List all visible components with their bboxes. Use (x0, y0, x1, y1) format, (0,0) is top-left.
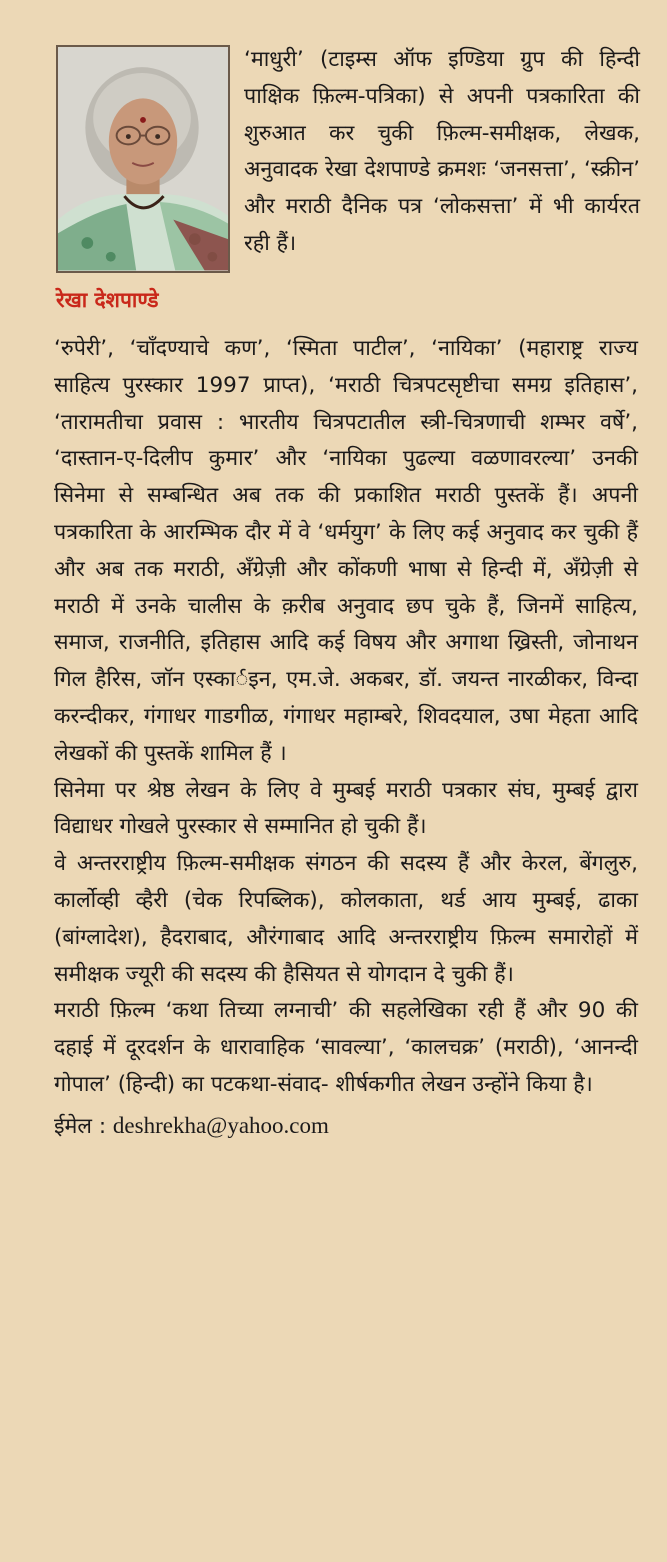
bio-paragraph-award: सिनेमा पर श्रेष्ठ लेखन के लिए वे मुम्बई मराठी पत्रकार संघ, मुम्बई द्वारा विद्याधर गोखले पुरस्कार से सम्मानित हो चुकी हैं। (54, 777, 638, 840)
email-label: ईमेल : (54, 1113, 107, 1139)
bio-body (54, 331, 638, 1145)
bio-paragraph-jury: वे अन्तरराष्ट्रीय फ़िल्म-समीक्षक संगठन की सदस्य हैं और केरल, बेंगलुरु, कार्लोव्ही व्हैरी (चेक रिपब्लिक), कोलकाता, थर्ड आय मुम्बई, ढाका (बांग्लादेश), हैदराबाद, औरंगाबाद आदि अन्तरराष्ट्रीय फ़िल्म समारोहों में समीक्षक ज्यूरी की सदस्य की हैसियत से योगदान दे चुकी हैं। (54, 851, 638, 987)
author-portrait-icon (58, 47, 228, 271)
intro-paragraph: ‘माधुरी’ (टाइम्स ऑफ इण्डिया ग्रुप की हिन्दी पाक्षिक फ़िल्म-पत्रिका) से अपनी पत्रकारिता की शुरुआत कर चुकी फ़िल्म-समीक्षक, लेखक, अनुवादक रेखा देशपाण्डे क्रमशः ‘जनसत्ता’, ‘स्क्रीन’ और मराठी दैनिक पत्र ‘लोकसत्ता’ में भी कार्यरत रही हैं। (244, 47, 640, 256)
author-photo (56, 45, 230, 273)
bio-paragraph-books: ‘रुपेरी’, ‘चाँदण्याचे कण’, ‘स्मिता पाटील’, ‘नायिका’ (महाराष्ट्र राज्य साहित्य पुरस्कार 1997 प्राप्त), ‘मराठी चित्रपटसृष्टीचा समग्र इतिहास’, ‘तारामतीचा प्रवास : भारतीय चित्रपटातील स्त्री-चित्रणाची शम्भर वर्षे’, ‘दास्तान-ए-दिलीप कुमार’ और ‘नायिका पुढल्या वळणावरल्या’ उनकी सिनेमा से सम्बन्धित अब तक की प्रकाशित मराठी पुस्तकें हैं। अपनी पत्रकारिता के आरम्भिक दौर में वे ‘धर्मयुग’ के लिए कई अनुवाद कर चुकी हैं और अब तक मराठी, अँग्रेज़ी और कोंकणी भाषा से हिन्दी में, अँग्रेज़ी से मराठी में उनके चालीस के क़रीब अनुवाद छप चुके हैं, जिनमें साहित्य, समाज, राजनीति, इतिहास आदि कई विषय और अगाथा ख्रिस्ती, जोनाथन गिल हैरिस, जॉन एस्कार्इन, एम.जे. अकबर, डॉ. जयन्त नारळीकर, विन्दा करन्दीकर, गंगाधर गाडगीळ, गंगाधर महाम्बरे, शिवदयाल, उषा मेहता आदि लेखकों की पुस्तकें शामिल हैं । (54, 336, 638, 766)
email-line (54, 1108, 638, 1145)
bio-paragraph-screenwriting: मराठी फ़िल्म ‘कथा तिच्या लग्नाची’ की सहलेखिका रही हैं और 90 की दहाई में दूरदर्शन के धारावाहिक ‘सावल्या’, ‘कालचक्र’ (मराठी), ‘आनन्दी गोपाल’ (हिन्दी) का पटकथा-संवाद- शीर्षकगीत लेखन उन्होंने किया है। (54, 998, 638, 1097)
email-address[interactable]: deshrekha@yahoo.com (112, 1112, 329, 1138)
author-name-caption: रेखा देशपाण्डे (56, 288, 159, 312)
